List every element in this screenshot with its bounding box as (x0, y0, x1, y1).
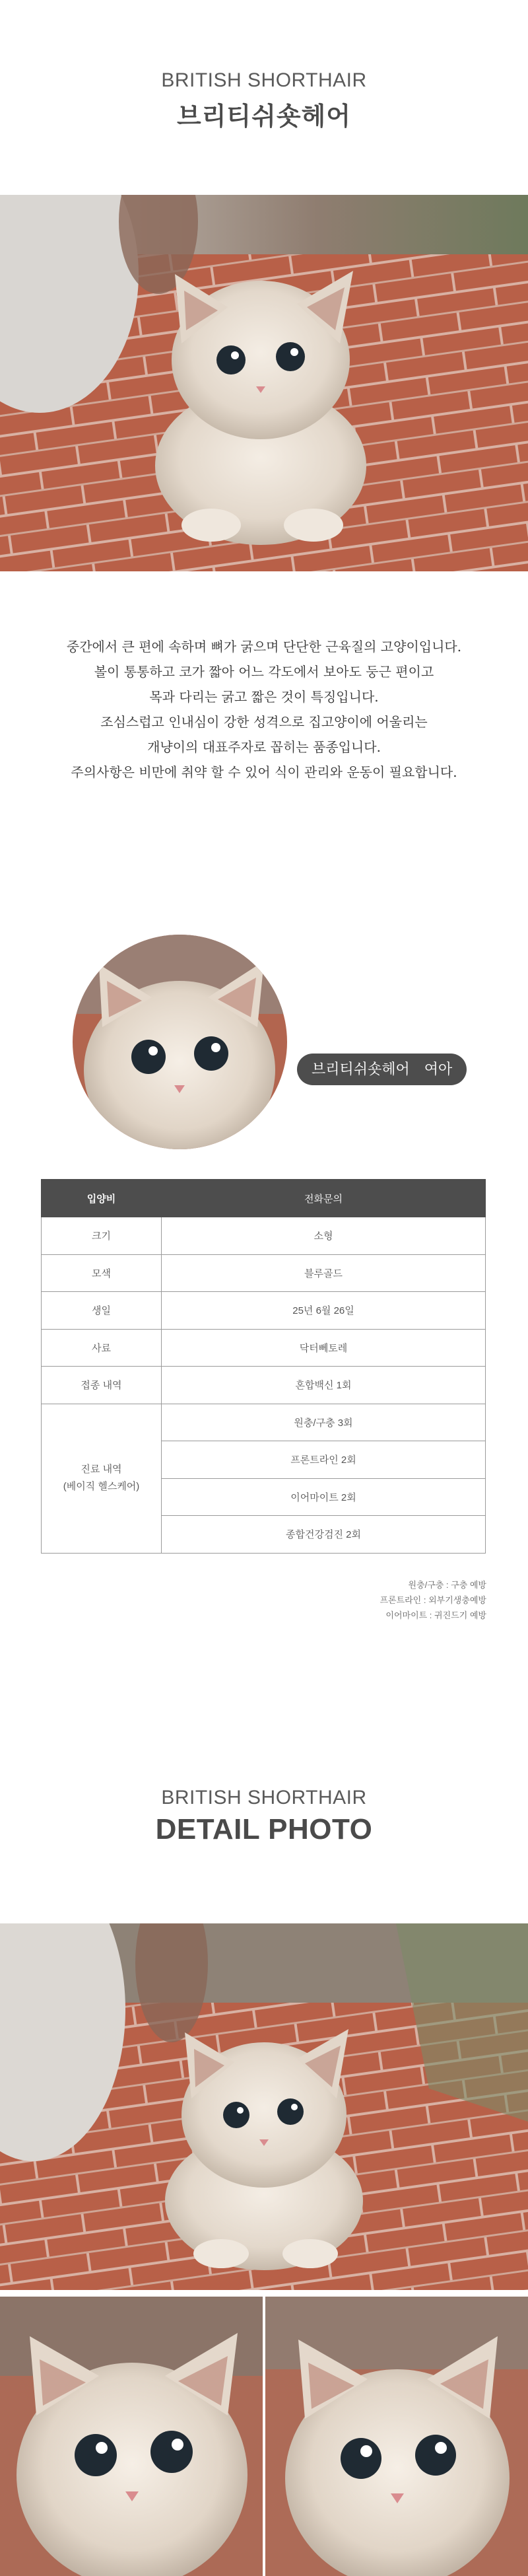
row-label: 모색 (42, 1254, 162, 1292)
row-value: 블루골드 (162, 1254, 486, 1292)
care-label-line: 진료 내역 (81, 1464, 122, 1475)
row-value: 소형 (162, 1217, 486, 1255)
detail-cat-photo-left (0, 2297, 263, 2576)
table-row (42, 1367, 486, 1404)
care-label-line: (베이직 헬스케어) (63, 1481, 140, 1492)
care-notes (380, 1577, 486, 1623)
description-line: 조심스럽고 인내심이 강한 성격으로 집고양이에 어울리는 (100, 714, 428, 730)
description-line: 개냥이의 대표주자로 꼽히는 품종입니다. (147, 739, 381, 755)
table-row (42, 1217, 486, 1255)
note-line: 프론트라인 : 외부기생충예방 (380, 1595, 486, 1605)
detail-cat-photo-right (265, 2297, 528, 2576)
table-row (42, 1254, 486, 1292)
breed-gender-badge (297, 1054, 467, 1085)
section-header-intro (0, 69, 528, 132)
breed-korean-title: 브리티쉬숏헤어 (177, 103, 351, 131)
adoption-fee-value: 전화문의 (162, 1180, 486, 1217)
row-label: 생일 (42, 1292, 162, 1330)
care-item: 이어마이트 2회 (162, 1478, 486, 1516)
breed-description (0, 634, 528, 785)
table-row (42, 1292, 486, 1330)
row-value: 닥터뻬토레 (162, 1329, 486, 1367)
table-header-row (42, 1180, 486, 1217)
cat-profile-photo (73, 935, 287, 1149)
adoption-info-table (41, 1179, 486, 1554)
care-item: 프론트라인 2회 (162, 1441, 486, 1479)
badge-gender: 여아 (424, 1061, 453, 1077)
row-value: 혼합백신 1회 (162, 1367, 486, 1404)
section-header-detail (0, 1787, 528, 1846)
description-line: 볼이 통통하고 코가 짧아 어느 각도에서 보아도 둥근 편이고 (94, 664, 434, 680)
badge-breed: 브리티쉬숏헤어 (312, 1061, 410, 1077)
care-history-label (42, 1404, 162, 1553)
row-value: 25년 6월 26일 (162, 1292, 486, 1330)
row-label: 사료 (42, 1329, 162, 1367)
description-line: 목과 다리는 굵고 짧은 것이 특징입니다. (149, 689, 379, 705)
detail-photo-title: DETAIL PHOTO (155, 1813, 373, 1845)
table-row (42, 1404, 486, 1441)
care-item: 원충/구충 3회 (162, 1404, 486, 1441)
description-line: 주의사항은 비만에 취약 할 수 있어 식이 관리와 운동이 필요합니다. (71, 764, 457, 780)
description-line: 중간에서 큰 편에 속하며 뼈가 굵으며 단단한 근육질의 고양이입니다. (66, 639, 462, 655)
detail-english-title: BRITISH SHORTHAIR (161, 1787, 367, 1808)
detail-cat-photo-large (0, 1923, 528, 2290)
note-line: 이어마이트 : 귀진드기 예방 (385, 1610, 486, 1620)
breed-english-title: BRITISH SHORTHAIR (161, 69, 367, 91)
care-item: 종합건강검진 2회 (162, 1516, 486, 1554)
note-line: 원충/구충 : 구충 예방 (408, 1580, 486, 1590)
row-label: 접종 내역 (42, 1367, 162, 1404)
adoption-fee-label: 입양비 (42, 1180, 162, 1217)
main-cat-photo (0, 195, 528, 571)
row-label: 크기 (42, 1217, 162, 1255)
table-row (42, 1329, 486, 1367)
